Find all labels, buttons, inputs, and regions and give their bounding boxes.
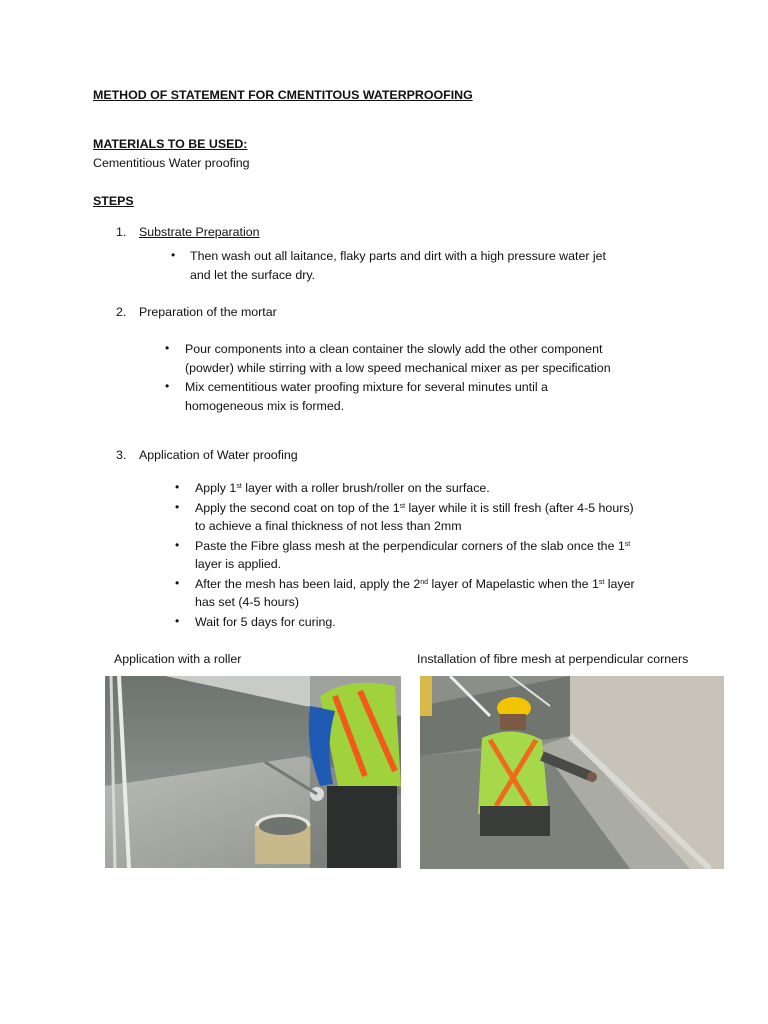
bullet-glyph: • — [165, 341, 170, 355]
document-title: METHOD OF STATEMENT FOR CMENTITOUS WATERPROOFING — [93, 88, 473, 102]
roller-application-illustration — [105, 676, 401, 868]
step-1-bullet-1-line-1: Then wash out all laitance, flaky parts and dirt with a high pressure water jet — [190, 249, 606, 263]
left-photo-caption: Application with a roller — [114, 652, 242, 666]
bullet-glyph: • — [175, 500, 180, 514]
step-2-number: 2. — [116, 305, 127, 319]
bullet-glyph: • — [165, 379, 170, 393]
step-2-bullet-2-line-1: Mix cementitious water proofing mixture for several minutes until a — [185, 380, 548, 394]
bullet-glyph: • — [171, 248, 176, 262]
step-3-bullet-3-line-2: layer is applied. — [195, 557, 282, 571]
step-3-bullet-2-line-1: Apply the second coat on top of the 1st layer while it is still fresh (after 4-5 hours) — [195, 501, 634, 515]
materials-text: Cementitious Water proofing — [93, 156, 250, 170]
right-photo-caption: Installation of fibre mesh at perpendicular corners — [417, 652, 689, 666]
step-1-title: Substrate Preparation — [139, 225, 260, 239]
step-3-number: 3. — [116, 448, 127, 462]
bullet-glyph: • — [175, 538, 180, 552]
step-2-bullet-1-line-2: (powder) while stirring with a low speed mechanical mixer as per specification — [185, 361, 611, 375]
step-3-bullet-4-line-2: has set (4-5 hours) — [195, 595, 299, 609]
step-2-title: Preparation of the mortar — [139, 305, 277, 319]
step-2-bullet-2-line-2: homogeneous mix is formed. — [185, 399, 345, 413]
bullet-glyph: • — [175, 576, 180, 590]
roller-application-photo — [105, 676, 401, 868]
mesh-installation-photo — [420, 676, 724, 869]
bullet-glyph: • — [175, 614, 180, 628]
step-3-bullet-5: Wait for 5 days for curing. — [195, 615, 336, 629]
step-1-number: 1. — [116, 225, 127, 239]
mesh-installation-illustration — [420, 676, 724, 869]
step-2-bullet-1-line-1: Pour components into a clean container the slowly add the other component — [185, 342, 603, 356]
step-3-bullet-4-line-1: After the mesh has been laid, apply the 2nd layer of Mapelastic when the 1st layer — [195, 577, 635, 591]
materials-heading: MATERIALS TO BE USED: — [93, 137, 248, 151]
step-3-bullet-3-line-1: Paste the Fibre glass mesh at the perpendicular corners of the slab once the 1st — [195, 539, 631, 553]
bullet-glyph: • — [175, 480, 180, 494]
steps-heading: STEPS — [93, 194, 134, 208]
step-3-bullet-1: Apply 1st layer with a roller brush/roller on the surface. — [195, 481, 490, 495]
step-3-bullet-2-line-2: to achieve a final thickness of not less than 2mm — [195, 519, 462, 533]
step-3-title: Application of Water proofing — [139, 448, 298, 462]
step-1-bullet-1-line-2: and let the surface dry. — [190, 268, 316, 282]
